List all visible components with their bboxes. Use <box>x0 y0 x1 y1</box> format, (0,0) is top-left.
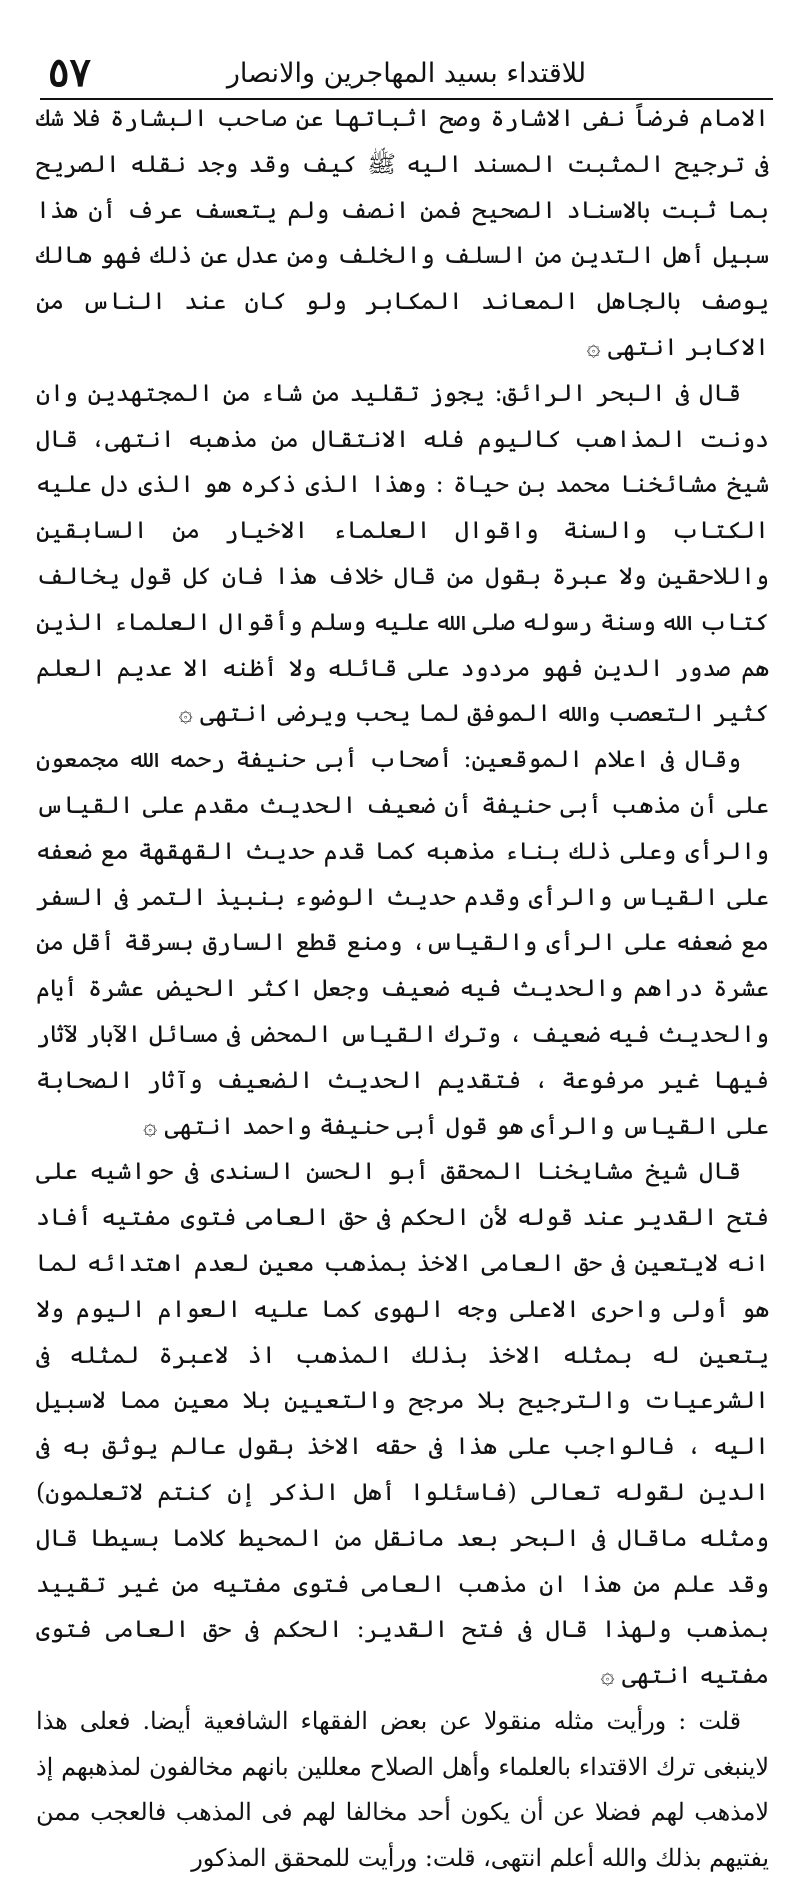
page-header <box>40 48 773 100</box>
page-body <box>36 96 769 1873</box>
paragraph: قال شيخ مشايخنا المحقق أبو الحسن السندى فى حواشيه على فتح القدير عند قوله لأن الحكم فى حق العامى فتوى مفتيه أفاد انه لايتعين فى حق العامى الاخذ بمذهب معين لعدم اهتدائه لما هو أولى واحرى الاعلى وجه الهوى كما عليه العوام اليوم ولا يتعين له بمثله الاخذ بذلك المذهب اذ لاعبرة لمثله فى الشرعيات والترجيح بلا مرجح والتعيين بلا معين مما لاسبيل اليه ، فالواجب على هذا فى حقه الاخذ بقول عالم يوثق به فى الدين لقوله تعالى (فاسئلوا أهل الذكر إن كنتم لاتعلمون) ومثله ماقال فى البحر بعد مانقل من المحيط كلاما بسيطا قال وقد علم من هذا ان مذهب العامى فتوى مفتيه من غير تقييد بمذهب ولهذا قال فى فتح القدير: الحكم فى حق العامى فتوى مفتيه انتهى ۞ <box>36 1157 769 1690</box>
running-title: للاقتداء بسيد المهاجرين والانصار <box>226 58 587 89</box>
paragraph: قال فى البحر الرائق: يجوز تقليد من شاء من المجتهدين وان دونت المذاهب كاليوم فله الانتقال من مذهبه انتهى، قال شيخ مشائخنا محمد بن حياة : وهذا الذى ذكره هو الذى دل عليه الكتاب والسنة واقوال العلماء الاخيار من السابقين واللاحقين ولا عبرة بقول من قال خلاف هذا فان كل قول يخالف كتاب الله وسنة رسوله صلى الله عليه وسلم وأقوال العلماء الذين هم صدور الدين فهو مردود على قائله ولا أظنه الا عديم العلم كثير التعصب والله الموفق لما يحب ويرضى انتهى ۞ <box>36 378 769 728</box>
page-number: ٥٧ <box>48 49 91 96</box>
paragraph: وقال فى اعلام الموقعين: أصحاب أبى حنيفة رحمه الله مجمعون على أن مذهب أبى حنيفة أن ضعيف الحديث مقدم على القياس والرأى وعلى ذلك بناء مذهبه كما قدم حديث القهقهة مع ضعفه على القياس والرأى وقدم حديث الوضوء بنبيذ التمر فى السفر مع ضعفه على الرأى والقياس، ومنع قطع السارق بسرقة أقل من عشرة دراهم والحديث فيه ضعيف وجعل اكثر الحيض عشرة أيام والحديث فيه ضعيف ، وترك القياس المحض فى مسائل الآبار لآثار فيها غير مرفوعة ، فتقديم الحديث الضعيف وآثار الصحابة على القياس والرأى هو قول أبى حنيفة واحمد انتهى ۞ <box>36 745 769 1140</box>
paragraph: قلت : ورأيت مثله منقولا عن بعض الفقهاء الشافعية أيضا. فعلى هذا لاينبغى ترك الاقتداء بالعلماء وأهل الصلاح معللين بانهم مخالفون لمذهبهم إذ لامذهب لهم فضلا عن أن يكون أحد مخالفا لهم فى المذهب فالعجب ممن يفتيهم بذلك والله أعلم انتهى، قلت: ورأيت للمحقق المذكور <box>36 1706 769 1873</box>
paragraph: الامام فرضاً نفى الاشارة وصح اثباتها عن صاحب البشارة فلا شك فى ترجيح المثبت المسند اليه ﷺ كيف وقد وجد نقله الصريح بما ثبت بالاسناد الصحيح فمن انصف ولم يتعسف عرف أن هذا سبيل أهل التدين من السلف والخلف ومن عدل عن ذلك فهو هالك يوصف بالجاهل المعاند المكابر ولو كان عند الناس من الاكابر انتهى ۞ <box>36 104 769 361</box>
